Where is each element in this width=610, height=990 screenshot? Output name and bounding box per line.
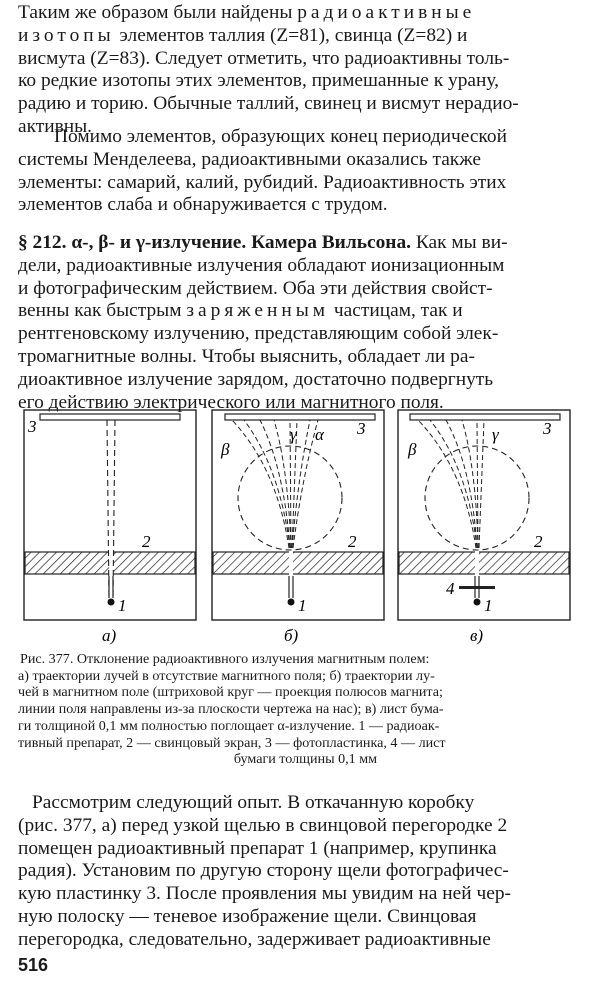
panel-label-b: б) [284,626,299,645]
para3-line-7: перегородка, следовательно, задерживает радиоактивные [18,928,491,950]
label-2-c: 2 [534,532,543,551]
section-line-6: тромагнитные волны. Чтобы выяснить, обладает ли ра- [18,345,475,367]
section-212 [18,232,593,414]
para1-line-5: радию и торию. Обычные таллий, свинец и висмут нерадио- [18,93,519,115]
photo-plate-b [225,414,375,420]
para1-line-6: активны. [18,115,93,137]
label-beta-c: β [408,440,417,459]
caption-line-2: а) траектории лучей в отсутствие магнитного поля; б) траектории лу- [18,667,435,684]
source-b [288,599,295,606]
section-heading: § 212. α-, β- и γ-излучение. Камера Вильсона. [18,232,411,253]
section-line-2: дели, радиоактивные излучения обладают ионизационным [18,254,505,276]
para2-line-4: элементов слаба и обнаруживается с трудом. [18,194,388,216]
caption-line-1: Рис. 377. Отклонение радиоактивного излучения магнитным полем: [20,651,430,667]
caption-line-7: бумаги толщины 0,1 мм [233,751,378,768]
paragraph-1 [18,2,593,139]
para1-line-2: изотопы элементов таллия (Z=81), свинца (Z=82) и [18,24,468,46]
section-line-7: диоактивное излучение зарядом, достаточно подвергнуть [18,368,494,390]
caption-line-6: тивный препарат, 2 — свинцовый экран, 3 — фотопластинка, 4 — лист [18,734,446,751]
para3-line-6: ную полоску — теневое изображение щели. Свинцовая [18,905,477,927]
label-4-c: 4 [446,579,455,598]
caption-line-5: ги толщиной 0,1 мм полностью поглощает α-излучение. 1 — радиоак- [18,717,440,734]
photo-plate-c [410,414,560,420]
label-3-b: 3 [357,419,366,438]
label-3-c: 3 [543,419,552,438]
para3-line-4: радия). Установим по другую сторону щели фотографичес- [18,860,509,882]
magnet-circle-b [238,446,342,550]
para1-line-1: Таким же образом были найдены радиоактивные [18,2,476,23]
para2-line-3: элементы: самарий, калий, рубидий. Радиоактивность этих [18,171,507,193]
label-2-b: 2 [348,532,357,551]
panel-label-a: а) [102,626,117,645]
photo-plate-a [40,414,180,420]
para3-line-5: кую пластинку 3. После проявления мы увидим на ней чер- [18,883,511,905]
panel-c [398,410,570,645]
section-line-5: рентгеновскому излучению, представляющим собой элек- [18,323,499,345]
label-1-b: 1 [298,596,307,615]
lead-screen-c [399,552,569,574]
lead-screen-b [213,552,383,574]
panel-b [212,410,384,645]
para2-line-2: системы Менделеева, радиоактивными оказались также [18,148,481,170]
para1-line-3: висмута (Z=83). Следует отметить, что радиоактивны толь- [18,47,510,69]
para3-line-2: (рис. 377, а) перед узкой щелью в свинцовой перегородке 2 [18,814,508,836]
label-gamma-c: γ [492,425,499,444]
label-alpha-b: α [315,425,324,444]
figure-caption [18,651,593,768]
label-beta-b: β [221,440,230,459]
paragraph-3 [18,792,593,952]
section-line-4: венны как быстрым заряженным частицам, так и [18,300,463,322]
section-line-3: и фотографическим действием. Оба эти действия свойст- [18,277,493,299]
para1-line-4: ко редкие изотопы этих элементов, примешанные к урану, [18,70,500,92]
source-a [108,599,115,606]
label-2-a: 2 [142,532,151,551]
magnet-circle-c [425,446,529,550]
page-number: 516 [18,955,49,975]
figure-377 [22,408,582,648]
label-3-a: 3 [28,417,37,436]
para3-line-1: Рассмотрим следующий опыт. В откачанную коробку [32,792,475,813]
label-1-a: 1 [118,596,127,615]
section-line-8: его действию электрического или магнитного поля. [18,391,444,413]
caption-line-3: чей в магнитном поле (штриховой круг — проекция полюсов магнита; [18,684,443,701]
panel-a [24,410,196,645]
panel-label-c: в) [470,626,484,645]
section-heading-line: § 212. α-, β- и γ-излучение. Камера Вильсона. Как мы ви- [18,232,508,253]
source-c [474,599,481,606]
caption-line-4: линии поля направлены из-за плоскости чертежа на нас); в) лист бума- [18,701,444,718]
para3-line-3: помещен радиоактивный препарат 1 (например, крупинка [18,837,497,859]
label-1-c: 1 [484,596,493,615]
para2-line-1: Помимо элементов, образующих конец периодической [54,126,507,147]
label-gamma-b: γ [290,425,297,444]
paper-sheet-c [459,586,495,589]
paragraph-2 [18,126,593,217]
